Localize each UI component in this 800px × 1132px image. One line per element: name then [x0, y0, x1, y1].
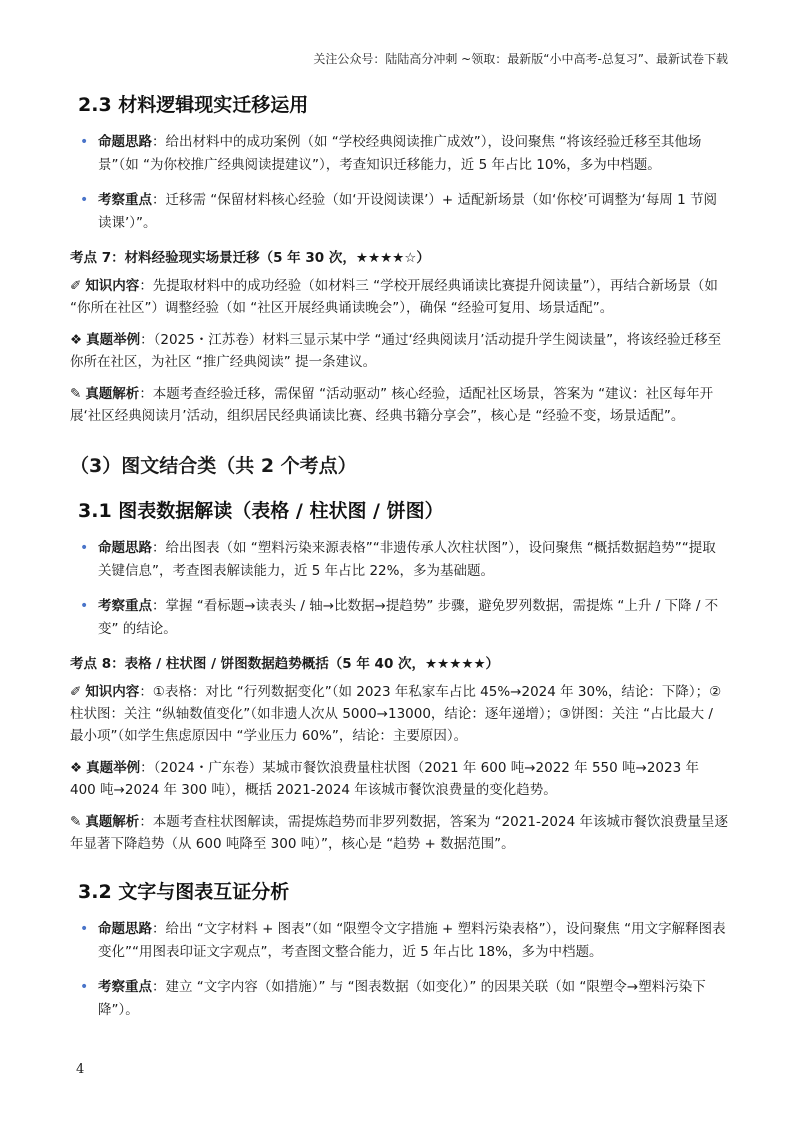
- pencil-icon: ✐: [70, 278, 82, 294]
- analysis-block: ✎ 真题解析：本题考查经验迁移，需保留 “活动驱动” 核心经验，适配社区场景，答案为 “建议：社区每年开展‘社区经典阅读月’活动，组织居民经典诵读比赛、经典书籍分享会”，核心是 “经验不变，场景适配”。: [70, 383, 728, 427]
- knowledge-block: ✐ 知识内容：先提取材料中的成功经验（如材料三 “学校开展经典诵读比赛提升阅读量”），再结合新场景（如 “你所在社区”）调整经验（如 “社区开展经典诵读晚会”），确保 “经验可复用、场景适配”。: [70, 275, 728, 319]
- section-3-2-title: 3.2 文字与图表互证分析: [78, 881, 290, 903]
- diamond-icon: ❖: [70, 760, 83, 776]
- page-content: [70, 90, 728, 1034]
- bullet-item: • 命题思路：给出材料中的成功案例（如 “学校经典阅读推广成效”），设问聚焦 “将该经验迁移至其他场景”（如 “为你校推广经典阅读提建议”），考查知识迁移能力，近 5 年占比 10%，多为中档题。: [78, 131, 728, 177]
- bullet-item: • 命题思路：给出 “文字材料 + 图表”（如 “限塑令文字措施 + 塑料污染表格”），设问聚焦 “用文字解释图表变化”“用图表印证文字观点”，考查图文整合能力，近 5 年占比 18%，多为中档题。: [78, 918, 728, 964]
- section-3-1-title: 3.1 图表数据解读（表格 / 柱状图 / 饼图）: [78, 500, 444, 522]
- bullet-dot-icon: •: [80, 921, 89, 937]
- page-number: 4: [76, 1062, 85, 1077]
- pen-icon: ✎: [70, 814, 82, 830]
- bullet-dot-icon: •: [80, 979, 89, 995]
- pencil-icon: ✐: [70, 684, 82, 700]
- example-block: ❖ 真题举例：（2024・广东卷）某城市餐饮浪费量柱状图（2021 年 600 吨→2022 年 550 吨→2023 年 400 吨→2024 年 300 吨），概括 2021-2024 年该城市餐饮浪费量的变化趋势。: [70, 757, 728, 801]
- bullet-dot-icon: •: [80, 134, 89, 150]
- key-point-8: 考点 8：表格 / 柱状图 / 饼图数据趋势概括（5 年 40 次，★★★★★）: [70, 656, 500, 672]
- key-point-7: 考点 7：材料经验现实场景迁移（5 年 30 次，★★★★☆）: [70, 250, 430, 266]
- pen-icon: ✎: [70, 386, 82, 402]
- bullet-item: • 命题思路：给出图表（如 “塑料污染来源表格”“非遗传承人次柱状图”），设问聚焦 “概括数据趋势”“提取关键信息”，考查图表解读能力，近 5 年占比 22%，多为基础题。: [78, 537, 728, 583]
- bullet-item: • 考察重点：掌握 “看标题→读表头 / 轴→比数据→提趋势” 步骤，避免罗列数据，需提炼 “上升 / 下降 / 不变” 的结论。: [78, 595, 728, 641]
- analysis-block: ✎ 真题解析：本题考查柱状图解读，需提炼趋势而非罗列数据，答案为 “2021-2024 年该城市餐饮浪费量呈逐年显著下降趋势（从 600 吨降至 300 吨）”，核心是 “趋势 + 数据范围”。: [70, 811, 728, 855]
- knowledge-block: ✐ 知识内容：①表格：对比 “行列数据变化”（如 2023 年私家车占比 45%→2024 年 30%，结论：下降）；②柱状图：关注 “纵轴数值变化”（如非遗人次从 5000→13000，结论：逐年递增）；③饼图：关注 “占比最大 / 最小项”（如学生焦虑原因中 “学业压力 60%”，结论：主要原因）。: [70, 681, 728, 747]
- diamond-icon: ❖: [70, 332, 83, 348]
- bullet-item: • 考察重点：建立 “文字内容（如措施）” 与 “图表数据（如变化）” 的因果关联（如 “限塑令→塑料污染下降”）。: [78, 976, 728, 1022]
- section-2-3-title: 2.3 材料逻辑现实迁移运用: [78, 94, 309, 116]
- bullet-item: • 考察重点：迁移需 “保留材料核心经验（如‘开设阅读课’）+ 适配新场景（如‘你校’可调整为‘每周 1 节阅读课’）”。: [78, 189, 728, 235]
- page-header: 关注公众号：陆陆高分冲刺 ~领取：最新版“小中高考-总复习”、最新试卷下载: [313, 52, 728, 66]
- section-3-heading: （3）图文结合类（共 2 个考点）: [70, 455, 357, 477]
- bullet-dot-icon: •: [80, 598, 89, 614]
- example-block: ❖ 真题举例：（2025・江苏卷）材料三显示某中学 “通过‘经典阅读月’活动提升学生阅读量”，将该经验迁移至你所在社区，为社区 “推广经典阅读” 提一条建议。: [70, 329, 728, 373]
- bullet-dot-icon: •: [80, 540, 89, 556]
- bullet-dot-icon: •: [80, 192, 89, 208]
